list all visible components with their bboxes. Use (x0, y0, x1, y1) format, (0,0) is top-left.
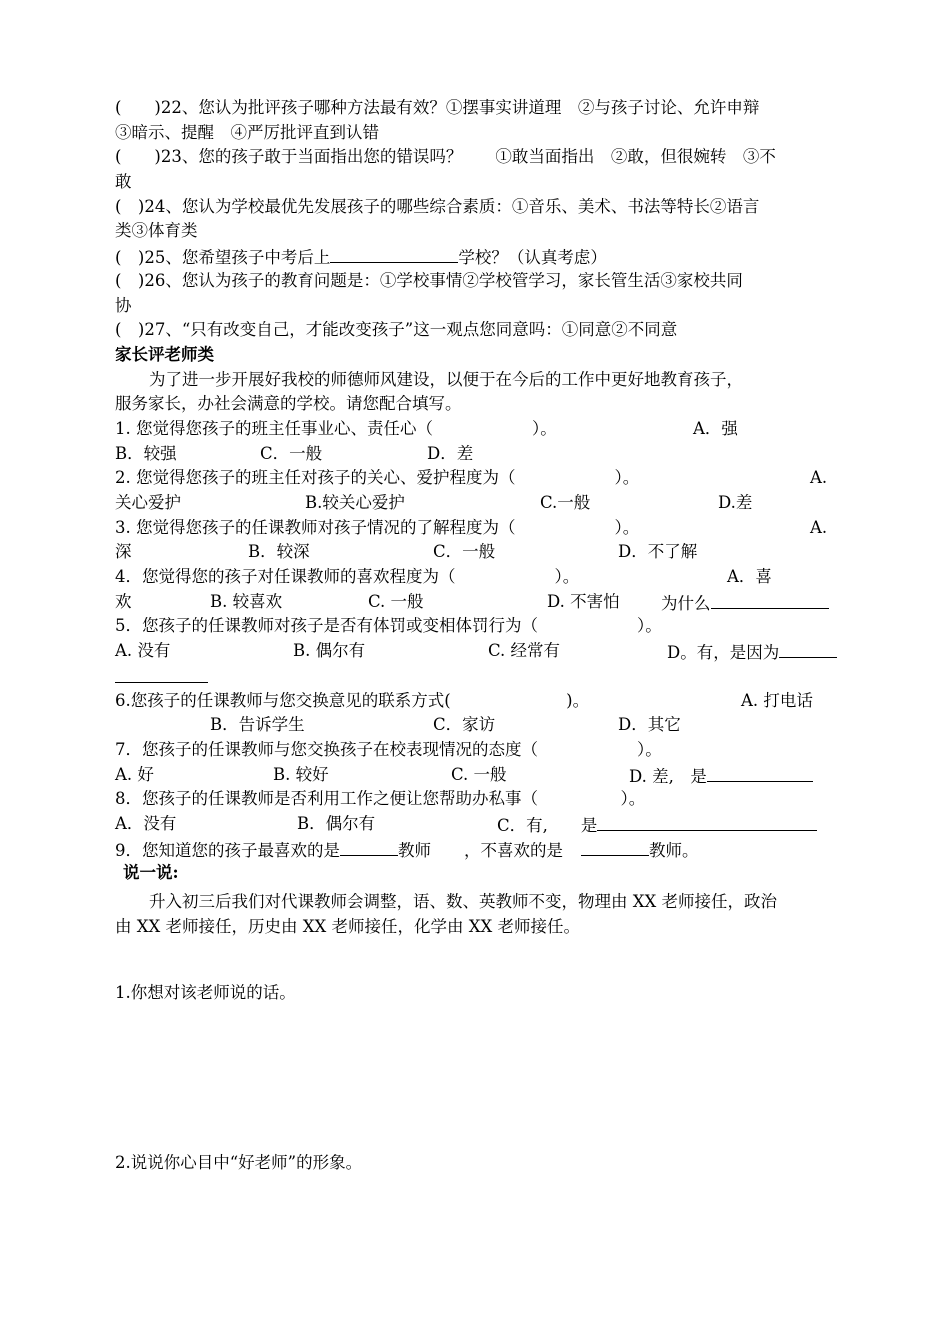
item-9-question (115, 837, 840, 862)
item-1-question (115, 417, 840, 442)
item-question-text: 7．您孩子的任课教师与您交换孩子在校表现情况的态度（ ）。 (115, 739, 662, 759)
why-label: 为什么 (661, 593, 711, 613)
option-a[interactable]: A．强 (693, 418, 738, 438)
section-title: 家长评老师类 (115, 344, 214, 364)
item-4-question (115, 565, 840, 590)
question-text: ( )24、您认为学校最优先发展孩子的哪些综合素质：①音乐、美术、书法等特长②语言 (115, 196, 760, 216)
blank-line[interactable] (711, 590, 829, 609)
question-22 (115, 96, 840, 121)
item-question-text: 5．您孩子的任课教师对孩子是否有体罚或变相体罚行为（ ）。 (115, 616, 662, 636)
option-a[interactable]: A. (810, 468, 828, 488)
item-7-question (115, 738, 840, 763)
question-25 (115, 244, 840, 269)
question-23-cont (115, 170, 840, 195)
option-d[interactable]: D. 差, 是 (629, 766, 707, 786)
item-question-text: 8．您孩子的任课教师是否利用工作之便让您帮助办私事（ ）。 (115, 789, 646, 809)
prompt-1: 1.你想对该老师说的话。 (115, 983, 296, 1003)
question-text: 敢 (115, 172, 132, 192)
blank-line[interactable] (779, 639, 837, 658)
option-a[interactable]: A. (810, 517, 828, 537)
option-c[interactable]: C. 一般 (451, 764, 507, 784)
option-c[interactable]: C．一般 (260, 443, 323, 463)
say-title: 说一说: (123, 863, 179, 883)
blank-line[interactable] (115, 664, 208, 683)
option-a[interactable]: A. 好 (115, 764, 154, 784)
item-question-text: 教师 ，不喜欢的是 (398, 840, 563, 860)
item-8-options (115, 812, 840, 837)
item-2-question (115, 466, 840, 491)
item-5-question (115, 614, 840, 639)
say-text: 升入初三后我们对代课教师会调整，语、数、英教师不变，物理由 XX 老师接任，政治 (149, 892, 777, 911)
item-6-options (115, 713, 840, 738)
option-b[interactable]: B．告诉学生 (210, 715, 305, 735)
item-question-text: 教师。 (649, 840, 699, 860)
option-d[interactable]: D.差 (718, 493, 753, 512)
question-text: ③暗示、提醒 ④严厉批评直到认错 (115, 122, 379, 142)
item-question-text: 4．您觉得您的孩子对任课教师的喜欢程度为（ ）。 (115, 567, 580, 587)
question-text: ( )22、您认为批评孩子哪种方法最有效？①摆事实讲道理 ②与孩子讨论、允许申辩 (115, 98, 760, 117)
question-26 (115, 269, 840, 294)
item-7-options (115, 763, 840, 788)
question-24 (115, 195, 840, 220)
option-c[interactable]: C．一般 (433, 542, 496, 562)
option-a-text: 深 (115, 542, 132, 562)
option-b[interactable]: B．偶尔有 (297, 813, 376, 833)
item-5-blank-cont (115, 664, 840, 689)
option-a[interactable]: A. 打电话 (741, 690, 813, 710)
question-26-cont (115, 294, 840, 319)
item-6-question (115, 689, 840, 714)
option-c[interactable]: C.一般 (540, 493, 591, 512)
item-5-options (115, 639, 840, 664)
blank-line[interactable] (707, 763, 813, 782)
blank-line[interactable] (597, 812, 817, 831)
option-c[interactable]: C．有, 是 (497, 815, 598, 835)
blank-line[interactable] (330, 244, 458, 263)
option-c[interactable]: C．家访 (433, 715, 496, 735)
option-a[interactable]: A．喜 (727, 567, 772, 587)
say-text: 由 XX 老师接任，历史由 XX 老师接任，化学由 XX 老师接任。 (115, 916, 580, 936)
item-question-text: 6.您孩子的任课教师与您交换意见的联系方式( )。 (115, 690, 590, 710)
item-4-options (115, 590, 840, 615)
item-question-text: 3. 您觉得您孩子的任课教师对孩子情况的了解程度为（ ）。 (115, 517, 640, 537)
question-text: 协 (115, 295, 132, 315)
intro-text: 服务家长，办社会满意的学校。请您配合填写。 (115, 394, 462, 414)
question-23 (115, 145, 840, 170)
question-text: ( )25、您希望孩子中考后上 (115, 248, 331, 268)
option-b[interactable]: B.较关心爱护 (305, 493, 405, 512)
blank-line[interactable] (581, 837, 649, 856)
option-b[interactable]: B. 偶尔有 (293, 641, 366, 661)
option-d[interactable]: D．差 (427, 443, 474, 463)
item-question-text: 9．您知道您的孩子最喜欢的是 (115, 840, 340, 860)
option-d[interactable]: D．不了解 (618, 542, 698, 562)
prompt-2: 2.说说你心目中“好老师”的形象。 (115, 1153, 363, 1173)
question-text: 学校？（认真考虑） (458, 248, 607, 268)
question-24-cont (115, 219, 840, 244)
document-page (115, 96, 840, 1176)
item-8-question (115, 787, 840, 812)
question-27 (115, 318, 840, 343)
option-c[interactable]: C. 经常有 (488, 641, 561, 661)
option-d[interactable]: D。有，是因为 (667, 643, 780, 663)
question-22-cont (115, 121, 840, 146)
question-text: ( )27、“只有改变自己，才能改变孩子”这一观点您同意吗：①同意②不同意 (115, 320, 678, 340)
item-3-question (115, 516, 840, 541)
question-text: ( )26、您认为孩子的教育问题是：①学校事情②学校管学习，家长管生活③家校共同 (115, 270, 743, 290)
item-2-options (115, 491, 840, 516)
option-b[interactable]: B．较强 (115, 443, 177, 463)
item-1-options (115, 442, 840, 467)
option-d[interactable]: D．其它 (618, 715, 681, 735)
intro-text: 为了进一步开展好我校的师德师风建设，以便于在今后的工作中更好地教育孩子， (149, 369, 743, 389)
item-question-text: 1. 您觉得您孩子的班主任事业心、责任心（ ）。 (115, 418, 557, 438)
question-text: 类③体育类 (115, 221, 198, 241)
option-b[interactable]: B．较深 (248, 542, 310, 562)
option-b[interactable]: B. 较喜欢 (210, 591, 283, 611)
option-a[interactable]: A. 没有 (115, 641, 171, 661)
option-d[interactable]: D. 不害怕 (547, 591, 620, 611)
option-a[interactable]: A．没有 (115, 813, 177, 833)
option-c[interactable]: C. 一般 (368, 591, 424, 611)
option-b[interactable]: B. 较好 (273, 764, 329, 784)
item-question-text: 2. 您觉得您孩子的班主任对孩子的关心、爱护程度为（ ）。 (115, 468, 640, 488)
item-3-options (115, 540, 840, 565)
option-a-text: 关心爱护 (115, 493, 181, 512)
blank-line[interactable] (340, 837, 398, 856)
option-a-text: 欢 (115, 591, 132, 611)
question-text: ( )23、您的孩子敢于当面指出您的错误吗？ ①敢当面指出 ②敢，但很婉转 ③不 (115, 147, 776, 167)
